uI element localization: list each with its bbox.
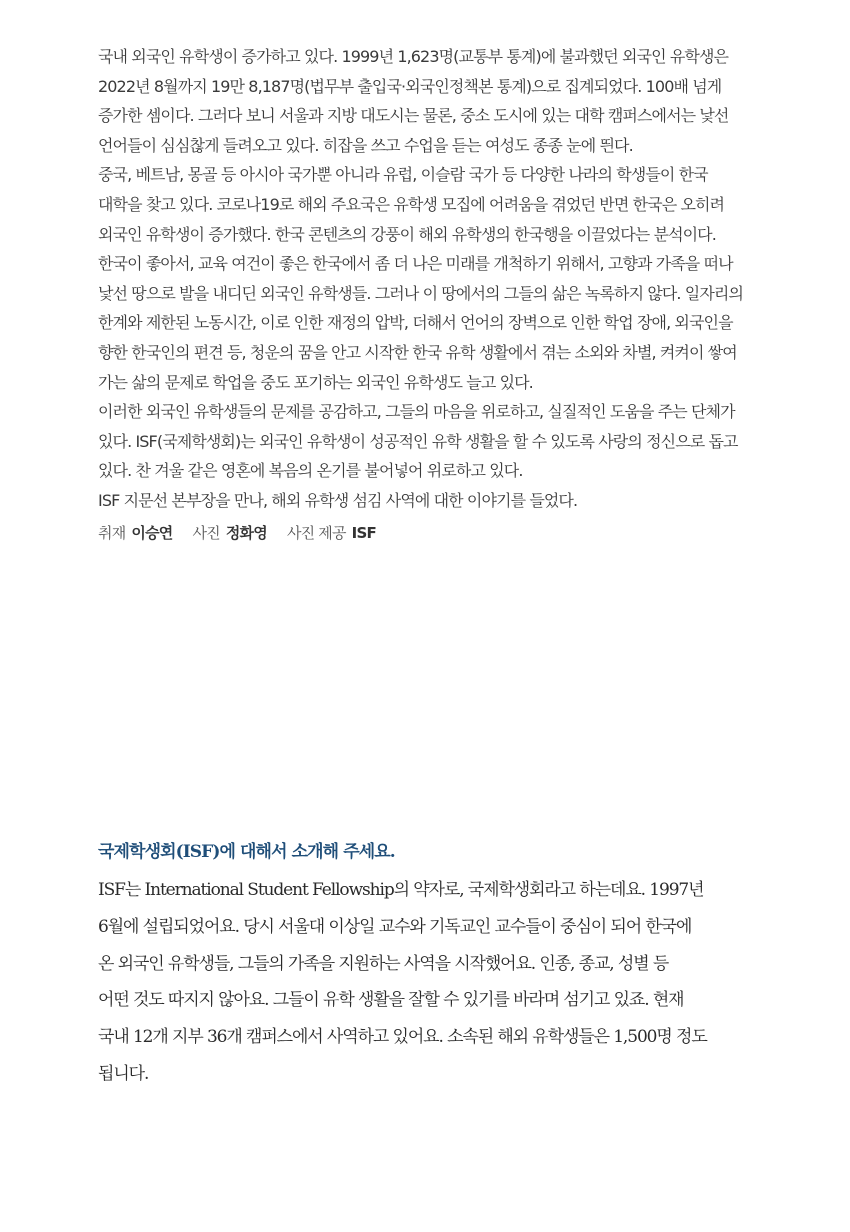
intro-paragraph-4: 이러한 외국인 유학생들의 문제를 공감하고, 그들의 마음을 위로하고, 실질적인 도움을 주는 단체가 있다. ISF(국제학생회)는 외국인 유학생이 성공적인 유학 생활을 할 수 있도록 사랑의 정신으로 돕고 있다. 찬 겨울 같은 영혼에 복음의 온기를 불어넣어 위로하고 있다. (98, 402, 738, 481)
intro-text (98, 42, 803, 516)
provider-role: 사진 제공 (286, 523, 346, 542)
intro-paragraph-1: 국내 외국인 유학생이 증가하고 있다. 1999년 1,623명(교통부 통계)에 불과했던 외국인 유학생은 2022년 8월까지 19만 8,187명(법무부 출입국·외국인정책본 통계)으로 집계되었다. 100배 넘게 증가한 셈이다. 그러다 보니 서울과 지방 대도시는 물론, 중소 도시에 있는 대학 캠퍼스에서는 낯선 언어들이 심심찮게 들려오고 있다. 히잡을 쓰고 수업을 듣는 여성도 종종 눈에 띈다. (98, 47, 729, 155)
article-intro (98, 42, 803, 543)
photo-role: 사진 (192, 523, 220, 542)
interview-section (98, 838, 803, 1093)
interview-answer: ISF는 International Student Fellowship의 약자로, 국제학생회라고 하는데요. 1997년 6월에 설립되었어요. 당시 서울대 이상일 교수와 기독교인 교수들이 중심이 되어 한국에 온 외국인 유학생들, 그들의 가족을 지원하는 사역을 시작했어요. 인종, 종교, 성별 등 어떤 것도 따지지 않아요. 그들이 유학 생활을 잘할 수 있기를 바라며 섬기고 있죠. 현재 국내 12개 지부 36개 캠퍼스에서 사역하고 있어요. 소속된 해외 유학생들은 1,500명 정도 됩니다. (98, 880, 707, 1084)
intro-paragraph-5: ISF 지문선 본부장을 만나, 해외 유학생 섬김 사역에 대한 이야기를 들었다. (98, 490, 578, 510)
photographer-name: 정화영 (225, 523, 267, 542)
intro-paragraph-3: 한국이 좋아서, 교육 여건이 좋은 한국에서 좀 더 나은 미래를 개척하기 위해서, 고향과 가족을 떠나 낯선 땅으로 발을 내디딘 외국인 유학생들. 그러나 이 땅에서의 그들의 삶은 녹록하지 않다. 일자리의 한계와 제한된 노동시간, 이로 인한 재정의 압박, 더해서 언어의 장벽으로 인한 학업 장애, 외국인을 향한 한국인의 편견 등, 청운의 꿈을 안고 시작한 한국 유학 생활에서 겪는 소외와 차별, 켜켜이 쌓여 가는 삶의 문제로 학업을 중도 포기하는 외국인 유학생도 늘고 있다. (98, 254, 744, 392)
intro-paragraph-2: 중국, 베트남, 몽골 등 아시아 국가뿐 아니라 유럽, 이슬람 국가 등 다양한 나라의 학생들이 한국 대학을 찾고 있다. 코로나19로 해외 주요국은 유학생 모집에 어려움을 겪었던 반면 한국은 오히려 외국인 유학생이 증가했다. 한국 콘텐츠의 강풍이 해외 유학생의 한국행을 이끌었다는 분석이다. (98, 165, 725, 244)
credits-line (98, 522, 803, 543)
reporter-name: 이승연 (131, 523, 173, 542)
interview-question: 국제학생회(ISF)에 대해서 소개해 주세요. (98, 842, 395, 862)
reporter-role: 취재 (98, 523, 126, 542)
provider-name: ISF (351, 523, 376, 542)
